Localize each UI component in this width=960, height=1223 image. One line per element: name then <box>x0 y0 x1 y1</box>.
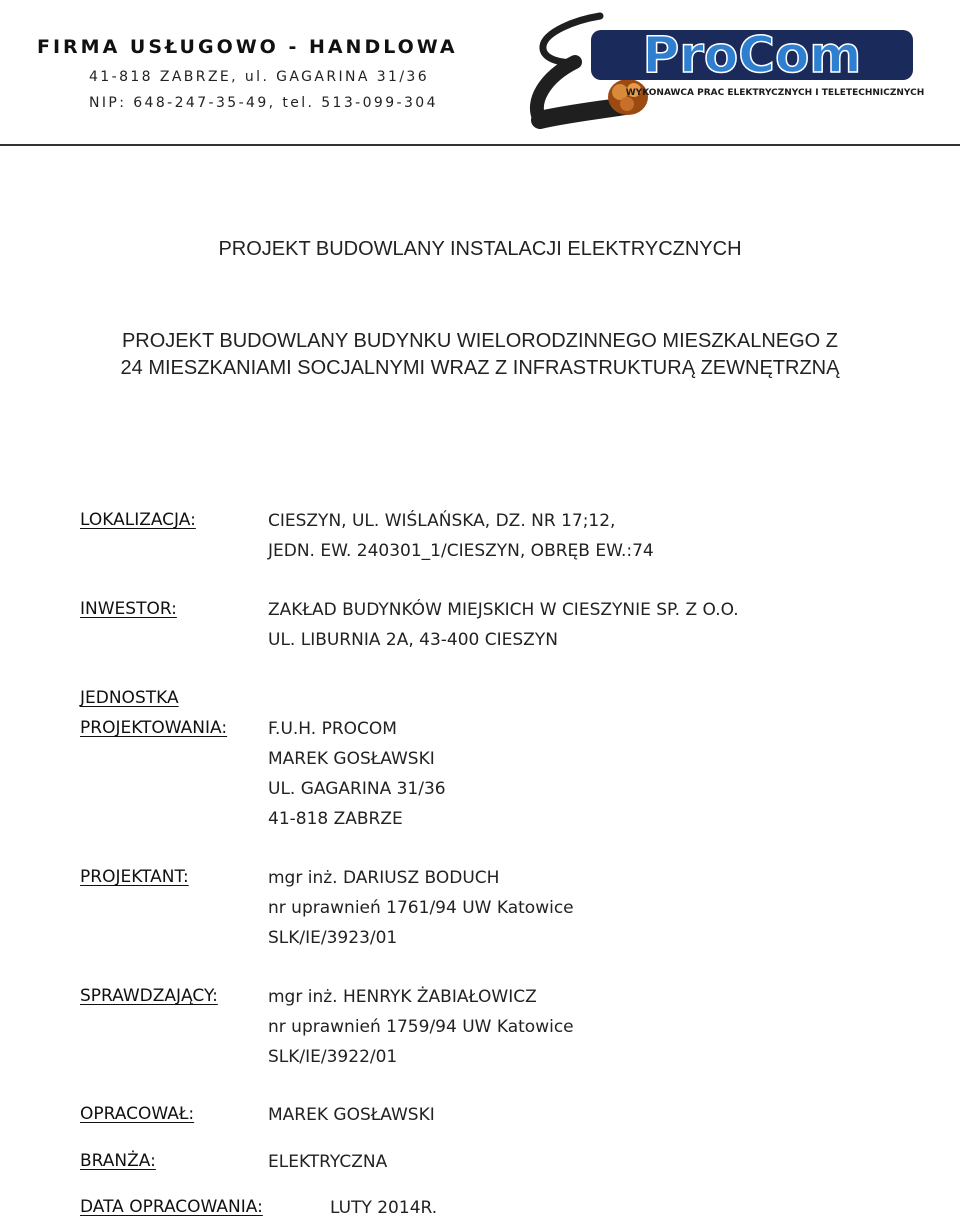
inwestor-label: INWESTOR: <box>80 599 177 619</box>
logo-brand-text: ProCom <box>642 26 862 84</box>
jednostka-line: 41-818 ZABRZE <box>268 809 403 829</box>
company-name: FIRMA USŁUGOWO - HANDLOWA <box>37 36 458 58</box>
project-subtitle <box>60 328 900 382</box>
subtitle-line-2: 24 MIESZKANIAMI SOCJALNYMI WRAZ Z INFRASTRUKTURĄ ZEWNĘTRZNĄ <box>120 357 840 379</box>
branza-label: BRANŻA: <box>80 1151 156 1171</box>
jednostka-label: JEDNOSTKA <box>80 688 179 708</box>
projektant-label: PROJEKTANT: <box>80 867 189 887</box>
sprawdzajacy-line: SLK/IE/3922/01 <box>268 1047 398 1067</box>
sprawdzajacy-line: mgr inż. HENRYK ŻABIAŁOWICZ <box>268 987 537 1007</box>
sprawdzajacy-value <box>268 982 574 1072</box>
inwestor-value <box>268 595 739 655</box>
procom-logo <box>505 2 925 142</box>
inwestor-line: ZAKŁAD BUDYNKÓW MIEJSKICH W CIESZYNIE SP. Z O.O. <box>268 600 739 620</box>
company-ids: NIP: 648-247-35-49, tel. 513-099-304 <box>89 95 438 111</box>
lokalizacja-line: JEDN. EW. 240301_1/CIESZYN, OBRĘB EW.:74 <box>268 541 654 561</box>
company-address: 41-818 ZABRZE, ul. GAGARINA 31/36 <box>89 69 430 85</box>
lokalizacja-label: LOKALIZACJA: <box>80 510 196 530</box>
jednostka-line: UL. GAGARINA 31/36 <box>268 779 446 799</box>
jednostka-line: MAREK GOSŁAWSKI <box>268 749 435 769</box>
projektant-line: SLK/IE/3923/01 <box>268 928 398 948</box>
inwestor-line: UL. LIBURNIA 2A, 43-400 CIESZYN <box>268 630 558 650</box>
jednostka-line: F.U.H. PROCOM <box>268 719 397 739</box>
projektowania-label: PROJEKTOWANIA: <box>80 718 228 738</box>
projektant-line: mgr inż. DARIUSZ BODUCH <box>268 868 500 888</box>
subtitle-line-1: PROJEKT BUDOWLANY BUDYNKU WIELORODZINNEGO MIESZKALNEGO Z <box>121 330 839 352</box>
opracowal-value: MAREK GOSŁAWSKI <box>268 1105 435 1125</box>
projektant-line: nr uprawnień 1761/94 UW Katowice <box>268 898 574 918</box>
main-title: PROJEKT BUDOWLANY INSTALACJI ELEKTRYCZNYCH <box>218 238 742 260</box>
sprawdzajacy-line: nr uprawnień 1759/94 UW Katowice <box>268 1017 574 1037</box>
logo-tagline: WYKONAWCA PRAC ELEKTRYCZNYCH I TELETECHNICZNYCH <box>625 88 925 98</box>
sprawdzajacy-label: SPRAWDZAJĄCY: <box>80 986 218 1006</box>
branza-value: ELEKTRYCZNA <box>268 1152 388 1172</box>
company-header <box>37 36 497 111</box>
jednostka-value <box>268 714 446 834</box>
projektant-value <box>268 863 574 953</box>
lokalizacja-line: CIESZYN, UL. WIŚLAŃSKA, DZ. NR 17;12, <box>268 511 616 531</box>
header-divider <box>0 144 960 146</box>
opracowal-label: OPRACOWAŁ: <box>80 1104 195 1124</box>
data-value: LUTY 2014R. <box>330 1198 438 1218</box>
lokalizacja-value <box>268 506 654 566</box>
data-label: DATA OPRACOWANIA: <box>80 1197 263 1217</box>
